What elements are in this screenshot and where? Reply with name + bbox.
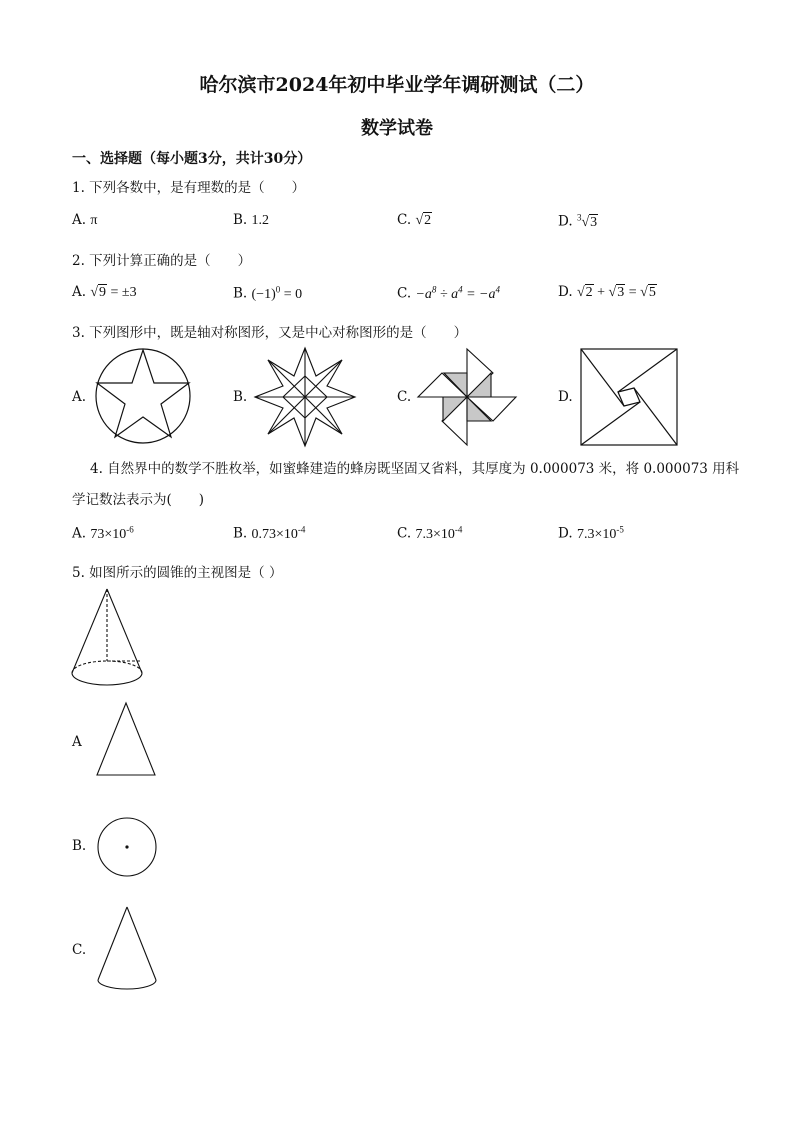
q2-b-label: B.	[233, 285, 248, 302]
q2-c-label: C.	[397, 285, 412, 302]
q4-c-label: C.	[397, 525, 412, 542]
q1-c-label: C.	[397, 212, 412, 228]
q5-stem: 5. 如图所示的圆锥的主视图是（ ）	[72, 565, 283, 581]
q4-option-c	[397, 524, 462, 543]
q2-option-d: D. √2 + √3 = √5	[558, 284, 656, 300]
q2-b-exp: 0	[275, 284, 281, 294]
q1-c-radicand: 2	[424, 213, 432, 228]
q5-b-figure	[96, 816, 158, 878]
q4-stem-line2: 学记数法表示为( )	[72, 492, 205, 508]
q5-b-label: B.	[72, 838, 87, 854]
q2-a-rest: = ±3	[110, 285, 137, 300]
q1-option-a	[72, 212, 97, 229]
page-title: 哈尔滨市2024年初中毕业学年调研测试（二）	[199, 74, 595, 96]
q2-option-c	[397, 284, 500, 303]
q1-d-radicand: 3	[590, 214, 598, 230]
q3-stem: 3. 下列图形中，既是轴对称图形，又是中心对称图形的是（ ）	[72, 325, 468, 341]
q4-option-b	[233, 524, 305, 543]
q2-d-eq: =	[625, 285, 641, 300]
q5-a-triangle	[97, 703, 155, 775]
q2-d-r3: 5	[648, 285, 656, 300]
q2-c-e1: 8	[431, 284, 437, 294]
q2-b-base: (−1)	[251, 286, 276, 302]
q2-d-plus: +	[593, 285, 609, 300]
q4-a-label: A.	[72, 525, 87, 542]
q5-a-figure	[96, 702, 156, 776]
q1-a-text: π	[90, 213, 98, 228]
q2-a-label: A.	[72, 284, 87, 300]
q3-b-label: B.	[233, 389, 248, 405]
q4-d-exp: -5	[616, 524, 624, 534]
q3-a-label: A.	[72, 389, 87, 405]
q5-a-label: A	[72, 734, 82, 750]
q5-b-center-dot	[125, 845, 128, 848]
q4-d-base: 7.3×10	[576, 526, 617, 542]
q1-b-label: B.	[233, 212, 248, 228]
q4-d-label: D.	[558, 525, 573, 542]
q3-d-label: D.	[558, 389, 573, 405]
q2-c-p2: ÷ a	[436, 286, 459, 302]
q3-a-figure	[93, 348, 193, 444]
q4-stem-line1: 4. 自然界中的数学不胜枚举，如蜜蜂建造的蜂房既坚固又省料，其厚度为 0.000073 米，将 0.000073 用科	[90, 461, 740, 477]
q2-a-radicand: 9	[99, 285, 107, 300]
q3-c-label: C.	[397, 389, 412, 405]
q5-cone-figure	[70, 588, 144, 688]
q2-d-label: D.	[558, 284, 573, 300]
section-heading: 一、选择题（每小题3分，共计30分）	[72, 151, 312, 167]
q1-b-text: 1.2	[251, 213, 270, 228]
page-subtitle: 数学试卷	[361, 118, 433, 139]
q2-c-p1: −a	[415, 286, 432, 302]
q5-c-figure	[96, 906, 158, 992]
q1-d-label: D.	[558, 213, 573, 230]
q3-a-star	[97, 350, 189, 437]
q1-option-c: C. √2	[397, 212, 432, 228]
q3-c-figure	[418, 349, 516, 445]
q3-d-figure	[580, 348, 678, 446]
q1-option-b	[233, 212, 269, 229]
q2-option-a: A. √9 = ±3	[72, 284, 137, 300]
q1-a-label: A.	[72, 212, 87, 228]
q2-c-p3: = −a	[462, 286, 496, 302]
q4-b-exp: -4	[297, 524, 306, 534]
q4-c-base: 7.3×10	[415, 526, 455, 542]
q2-c-e3: 4	[495, 284, 500, 294]
q4-option-d	[558, 524, 624, 543]
q4-a-base: 73×10	[90, 526, 127, 542]
q2-d-r1: 2	[585, 285, 593, 300]
q3-a-circle	[96, 349, 190, 443]
q4-option-a	[72, 524, 134, 543]
q4-a-exp: -6	[126, 524, 134, 534]
q1-d-index: 3	[576, 212, 582, 222]
q1-option-d: D. $^3$√3	[558, 212, 598, 230]
q1-stem: 1. 下列各数中，是有理数的是（ ）	[72, 180, 306, 196]
q2-c-e2: 4	[458, 284, 463, 294]
q2-b-rest: = 0	[280, 286, 303, 302]
q2-stem: 2. 下列计算正确的是（ ）	[72, 253, 252, 269]
q2-option-b	[233, 284, 302, 303]
q2-d-r2: 3	[617, 285, 625, 300]
q4-c-exp: -4	[454, 524, 463, 534]
q3-b-figure	[254, 348, 356, 446]
q4-b-base: 0.73×10	[251, 526, 298, 542]
q5-c-label: C.	[72, 942, 87, 958]
q4-b-label: B.	[233, 525, 248, 542]
